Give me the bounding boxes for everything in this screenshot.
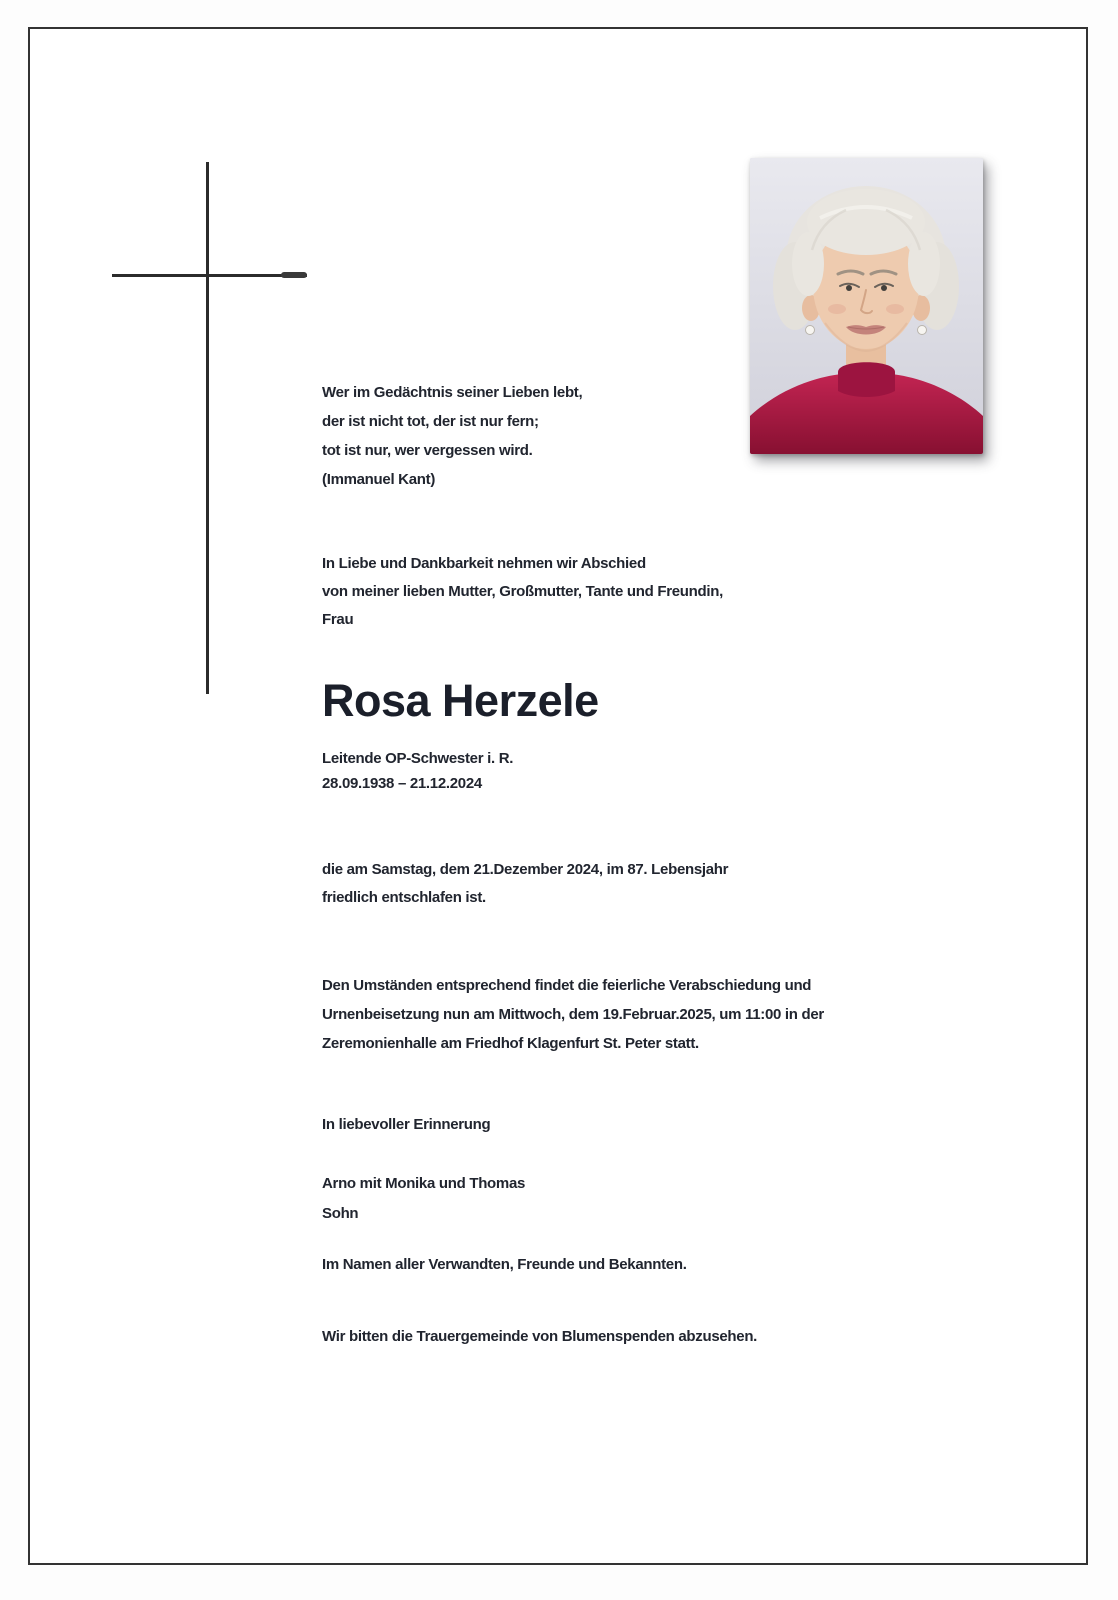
deceased-life-dates: 28.09.1938 – 21.12.2024 [322,775,482,792]
quote-line: Wer im Gedächtnis seiner Lieben lebt, [322,384,583,401]
ceremony-line: Urnenbeisetzung nun am Mittwoch, dem 19.Februar.2025, um 11:00 in der [322,1006,824,1023]
mourner-relation: Sohn [322,1205,359,1222]
deceased-profession: Leitende OP-Schwester i. R. [322,750,514,767]
on-behalf-line: Im Namen aller Verwandten, Freunde und Bekannten. [322,1256,687,1273]
ceremony-line: Zeremonienhalle am Friedhof Klagenfurt St. Peter statt. [322,1035,699,1052]
ceremony-details [322,971,824,1058]
quote-line: der ist nicht tot, der ist nur fern; [322,413,539,430]
passing-line: die am Samstag, dem 21.Dezember 2024, im 87. Lebensjahr [322,861,729,878]
cross-horizontal-bar [112,274,307,277]
passing-line: friedlich entschlafen ist. [322,889,486,906]
farewell-line: von meiner lieben Mutter, Großmutter, Tante und Freundin, [322,583,723,600]
quote-line: tot ist nur, wer vergessen wird. [322,442,533,459]
deceased-name: Rosa Herzele [322,675,599,726]
passing-note [322,856,728,912]
memorial-quote [322,378,582,494]
portrait-photo [750,158,983,454]
flower-request-line: Wir bitten die Trauergemeinde von Blumenspenden abzusehen. [322,1328,758,1345]
farewell-line: In Liebe und Dankbarkeit nehmen wir Abschied [322,555,646,572]
cross-horizontal-bar-tip [281,272,307,278]
quote-attribution: (Immanuel Kant) [322,471,436,488]
ceremony-line: Den Umständen entsprechend findet die feierliche Verabschiedung und [322,977,812,994]
farewell-intro [322,550,723,634]
farewell-line: Frau [322,611,354,628]
cross-vertical-bar [206,162,209,694]
mourner-names: Arno mit Monika und Thomas [322,1175,526,1192]
portrait-illustration [750,158,983,454]
remembrance-line: In liebevoller Erinnerung [322,1116,491,1133]
